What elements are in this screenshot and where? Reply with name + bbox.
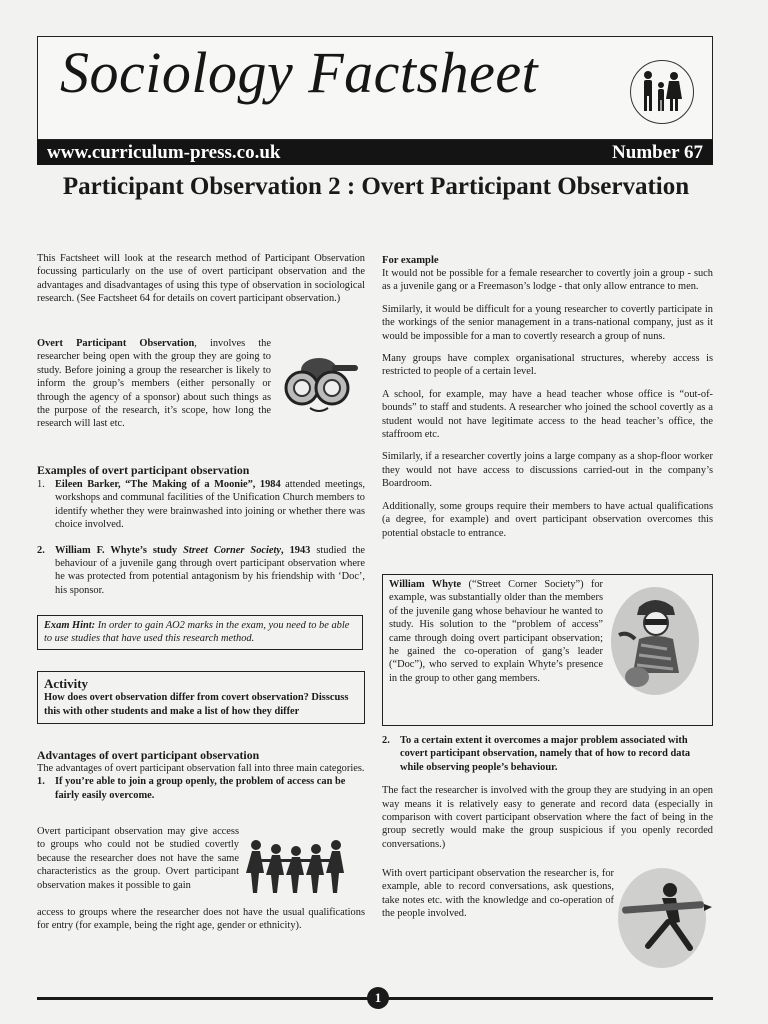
paragraph: The fact the researcher is involved with the group they are studying in an open way means it is relatively easy to generate and record data (especially in comparison with covert participant observation where the fact of being in the group secretly would make the group suspicious if you openly recorded conversations.) xyxy=(382,785,713,850)
paragraph: With overt participant observation the researcher is, for example, able to record conversations, ask questions, take notes etc. with the knowledge and co-operation of the people involved. xyxy=(382,868,614,920)
page-title: Participant Observation 2 : Overt Participant Observation xyxy=(62,173,690,200)
whyte-box xyxy=(382,574,713,726)
paragraph: Many groups have complex organisational structures, whereby access is restricted to people of a certain level. xyxy=(382,353,713,378)
page-number: 1 xyxy=(367,987,389,1009)
recording-block xyxy=(382,867,614,921)
access-block-continued xyxy=(37,906,365,933)
advantage-1-text: If you’re able to join a group openly, the problem of access can be fairly easily overcome. xyxy=(55,776,346,801)
gang-member-icon xyxy=(609,585,701,697)
paragraph: Additionally, some groups require their members to have actual qualifications (a degree, for example) and overt participant observation overcomes this potential obstacle to entrance. xyxy=(382,500,713,539)
paragraph: A school, for example, may have a head teacher whose office is “out-of-bounds” to staff and students. A researcher who joined the school covertly as a student would not have legitimate access to the head teacher’s office, the staffroom etc. xyxy=(382,388,713,441)
for-example-heading: For example xyxy=(382,255,439,266)
list-number: 2. xyxy=(382,735,390,746)
list-item xyxy=(382,734,713,774)
list-item xyxy=(37,775,365,802)
intro-paragraph: This Factsheet will look at the research method of Participant Observation focussing particularly on the use of overt participant observation and the advantages and disadvantages of using this type of observation in sociological research. (See Factsheet 64 for details on covert participant observation.) xyxy=(37,253,365,305)
examples-block xyxy=(37,463,365,597)
paragraph: Similarly, it would be difficult for a young researcher to covertly participate in the workings of the senior management in a trans-national company, just as it would be impossible for a man to covertly research a group of nuns. xyxy=(382,303,713,342)
masthead-title: Sociology Factsheet xyxy=(60,40,539,105)
url-bar xyxy=(37,140,713,165)
paragraph: Similarly, if a researcher covertly joins a large company as a shop-floor worker they would not have access to discussions carried-out in the company’s Boardroom. xyxy=(382,451,713,490)
exam-hint-label: Exam Hint: xyxy=(44,620,96,631)
people-chain-icon xyxy=(244,835,356,897)
whyte-box-text xyxy=(389,578,603,685)
list-number: 1. xyxy=(37,479,45,490)
examples-heading: Examples of overt participant observation xyxy=(37,463,250,477)
activity-title: Activity xyxy=(44,676,89,691)
access-block xyxy=(37,825,239,892)
list-item xyxy=(37,544,365,598)
pen-runner-icon xyxy=(612,862,712,970)
access-paragraph-continued: access to groups where the researcher does not have the usual qualifications for entry (for example, being the right age, gender or ethnicity). xyxy=(37,907,365,932)
example-2-text: studied the behaviour of a juvenile gang through overt participant observation where he was protected from potential antagonism by his friendship with ‘Doc’, his sponsor. xyxy=(55,544,365,596)
binoculars-icon xyxy=(274,350,364,420)
example-1-title: Eileen Barker, “The Making of a Moonie”, 1984 xyxy=(55,479,281,490)
paragraph: It would not be possible for a female researcher to covertly join a group - such as a juvenile gang or a Freemason’s lodge - that only allow entrance to men. xyxy=(382,268,713,293)
advantages-block xyxy=(37,748,365,802)
list-number: 2. xyxy=(37,544,45,556)
site-url: www.curriculum-press.co.uk xyxy=(47,141,281,163)
whyte-description: (“Street Corner Society”) for example, was substantially older than the members of the juvenile gang whose behaviour he wanted to study. His solution to the “problem of access” came through doing overt participant observation; he gained the co-operation of gang’s leader (“Doc”), who served to explain Whyte’s presence in the group to other gang members. xyxy=(389,579,603,684)
issue-number: Number 67 xyxy=(612,141,703,163)
activity-box xyxy=(37,671,365,724)
family-logo-icon xyxy=(630,60,694,124)
exam-hint-box xyxy=(37,615,363,650)
access-paragraph: Overt participant observation may give access to groups who could not be studied covertly because the researcher does not have the same characteristics as the group. Overt participant observation makes it possible to gain xyxy=(37,826,239,891)
right-column xyxy=(382,254,713,540)
advantages-intro: The advantages of overt participant observation fall into three main categories. xyxy=(37,763,365,774)
definition-term: Overt Participant Observation xyxy=(37,338,195,349)
list-number: 1. xyxy=(37,776,45,788)
example-2-year: , 1943 xyxy=(281,544,311,556)
advantages-heading: Advantages of overt participant observation xyxy=(37,748,260,762)
example-2-title: William F. Whyte’s study xyxy=(55,544,184,556)
example-1-text: attended meetings, workshops and communal facilities of the Unification Church members to identify whether they were brainwashed into joining or whether there was choice involved. xyxy=(55,479,365,531)
list-item xyxy=(37,478,365,532)
definition-text: , involves the researcher being open with the group they are going to study. Before joining a group the researcher is likely to inform the group’s members (either personally or through the agency of a sponsor) about such things as the purpose of the research, it’s scope, how long the research will last etc. xyxy=(37,338,271,430)
exam-hint-text: In order to gain AO2 marks in the exam, you need to be able to use studies that have used this research method. xyxy=(44,620,350,645)
whyte-name: William Whyte xyxy=(389,579,462,590)
activity-text: How does overt observation differ from covert observation? Disscuss this with other students and make a list of how they differ xyxy=(44,692,349,717)
left-column xyxy=(37,252,365,306)
example-2-book: Street Corner Society xyxy=(183,544,282,556)
advantage-2-block xyxy=(382,734,713,851)
definition-block xyxy=(37,337,271,431)
advantage-2-text: To a certain extent it overcomes a major problem associated with covert participant observation, namely that of how to record data while observing people’s behaviour. xyxy=(400,735,691,773)
